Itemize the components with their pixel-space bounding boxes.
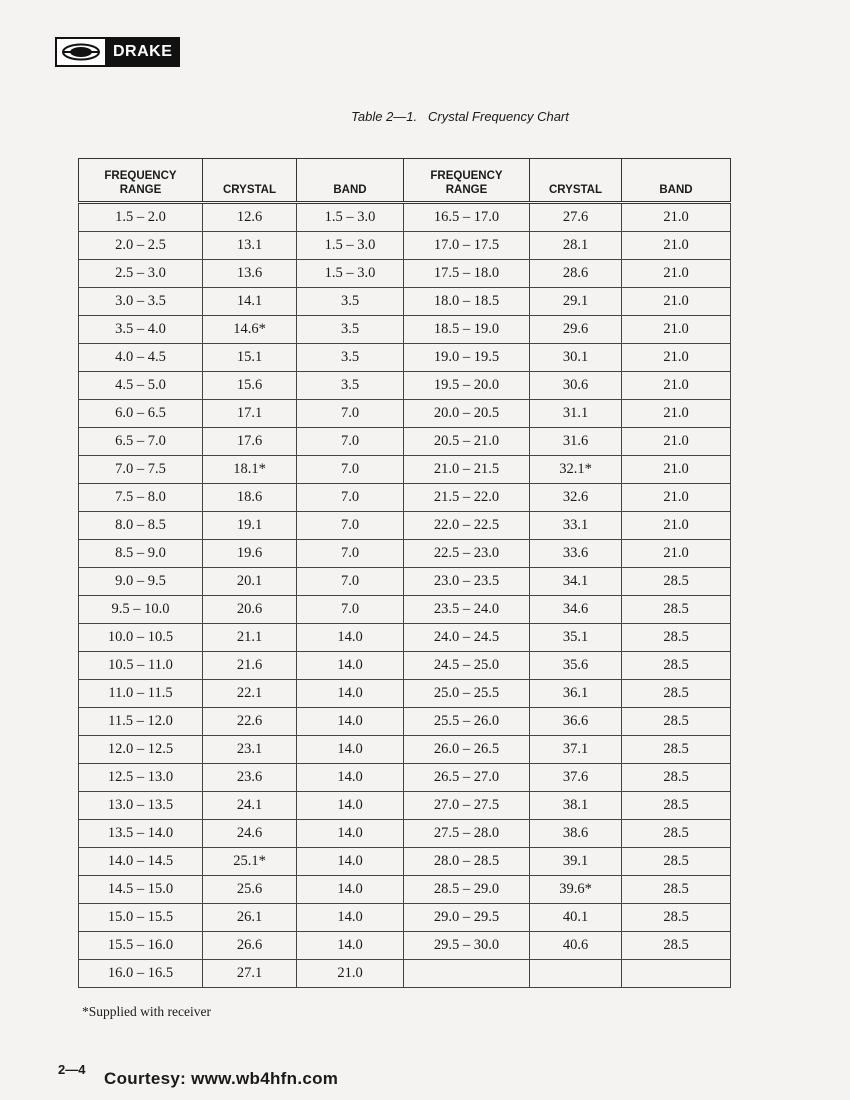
- table-cell: 23.5 – 24.0: [404, 596, 530, 624]
- table-cell: [530, 960, 622, 988]
- table-cell: 21.0: [297, 960, 404, 988]
- column-header: BAND: [622, 159, 731, 203]
- logo-text: DRAKE: [113, 43, 173, 60]
- table-cell: 6.5 – 7.0: [79, 428, 203, 456]
- table-cell: 39.6*: [530, 876, 622, 904]
- table-cell: 21.0: [622, 372, 731, 400]
- table-row: [79, 372, 731, 400]
- table-cell: 29.6: [530, 316, 622, 344]
- table-cell: 27.5 – 28.0: [404, 820, 530, 848]
- table-cell: 15.1: [203, 344, 297, 372]
- table-cell: 36.6: [530, 708, 622, 736]
- table-cell: 1.5 – 2.0: [79, 203, 203, 232]
- table-cell: 14.0: [297, 904, 404, 932]
- table-cell: 9.5 – 10.0: [79, 596, 203, 624]
- table-cell: 7.0 – 7.5: [79, 456, 203, 484]
- table-cell: 13.6: [203, 260, 297, 288]
- table-caption: [0, 109, 850, 124]
- table-cell: 14.0: [297, 652, 404, 680]
- table-cell: 28.5: [622, 876, 731, 904]
- table-row: [79, 344, 731, 372]
- table-cell: 29.1: [530, 288, 622, 316]
- table-cell: 30.1: [530, 344, 622, 372]
- table-row: [79, 400, 731, 428]
- table-cell: 21.0: [622, 484, 731, 512]
- table-cell: 3.5: [297, 288, 404, 316]
- table-cell: 7.0: [297, 512, 404, 540]
- table-cell: 22.6: [203, 708, 297, 736]
- table-cell: 7.0: [297, 428, 404, 456]
- table-cell: 20.5 – 21.0: [404, 428, 530, 456]
- table-cell: 21.0 – 21.5: [404, 456, 530, 484]
- table-cell: 14.0: [297, 680, 404, 708]
- table-cell: 29.5 – 30.0: [404, 932, 530, 960]
- table-cell: 28.5: [622, 820, 731, 848]
- table-cell: 7.0: [297, 596, 404, 624]
- table-cell: 12.6: [203, 203, 297, 232]
- table-cell: 3.5: [297, 372, 404, 400]
- table-cell: 32.1*: [530, 456, 622, 484]
- table-cell: 14.0: [297, 708, 404, 736]
- table-cell: 14.0: [297, 736, 404, 764]
- table-cell: 28.5: [622, 596, 731, 624]
- table-row: [79, 932, 731, 960]
- table-cell: 12.5 – 13.0: [79, 764, 203, 792]
- courtesy-text: Courtesy: www.wb4hfn.com: [104, 1069, 339, 1088]
- table-row: [79, 232, 731, 260]
- table-cell: 19.1: [203, 512, 297, 540]
- table-cell: 11.5 – 12.0: [79, 708, 203, 736]
- table-row: [79, 624, 731, 652]
- table-cell: 28.5: [622, 652, 731, 680]
- table-cell: 36.1: [530, 680, 622, 708]
- table-cell: 10.0 – 10.5: [79, 624, 203, 652]
- table-cell: 15.0 – 15.5: [79, 904, 203, 932]
- table-cell: 18.6: [203, 484, 297, 512]
- table-cell: 23.1: [203, 736, 297, 764]
- table-cell: 10.5 – 11.0: [79, 652, 203, 680]
- column-header: CRYSTAL: [530, 159, 622, 203]
- table-row: [79, 512, 731, 540]
- table-cell: 20.1: [203, 568, 297, 596]
- table-cell: 21.0: [622, 344, 731, 372]
- table-row: [79, 428, 731, 456]
- table-cell: 29.0 – 29.5: [404, 904, 530, 932]
- table-row: [79, 260, 731, 288]
- table-cell: 26.1: [203, 904, 297, 932]
- table-cell: 13.1: [203, 232, 297, 260]
- table-cell: 11.0 – 11.5: [79, 680, 203, 708]
- table-cell: 21.0: [622, 512, 731, 540]
- table-cell: 39.1: [530, 848, 622, 876]
- table-cell: 3.5: [297, 344, 404, 372]
- table-header-row: [79, 159, 731, 203]
- table-cell: 21.0: [622, 428, 731, 456]
- table-cell: 21.0: [622, 400, 731, 428]
- column-header: FREQUENCY RANGE: [79, 159, 203, 203]
- table-cell: 7.0: [297, 540, 404, 568]
- table-cell: 14.6*: [203, 316, 297, 344]
- table-cell: 17.1: [203, 400, 297, 428]
- table-row: [79, 484, 731, 512]
- table-cell: 22.5 – 23.0: [404, 540, 530, 568]
- table-cell: 25.0 – 25.5: [404, 680, 530, 708]
- table-cell: 40.6: [530, 932, 622, 960]
- table-row: [79, 652, 731, 680]
- table-cell: 38.6: [530, 820, 622, 848]
- table-cell: 37.1: [530, 736, 622, 764]
- table-cell: 19.6: [203, 540, 297, 568]
- table-cell: 7.5 – 8.0: [79, 484, 203, 512]
- table-cell: 3.0 – 3.5: [79, 288, 203, 316]
- table-cell: 4.5 – 5.0: [79, 372, 203, 400]
- table-cell: 7.0: [297, 400, 404, 428]
- table-cell: 21.0: [622, 288, 731, 316]
- table-cell: 35.6: [530, 652, 622, 680]
- table-cell: 20.6: [203, 596, 297, 624]
- table-row: [79, 736, 731, 764]
- column-header: CRYSTAL: [203, 159, 297, 203]
- table-cell: 1.5 – 3.0: [297, 232, 404, 260]
- table-cell: 14.0: [297, 848, 404, 876]
- table-cell: 21.0: [622, 316, 731, 344]
- table-row: [79, 708, 731, 736]
- table-cell: 28.6: [530, 260, 622, 288]
- table-cell: 28.5: [622, 680, 731, 708]
- table-row: [79, 848, 731, 876]
- footnote: *Supplied with receiver: [82, 1004, 211, 1019]
- table-cell: 26.0 – 26.5: [404, 736, 530, 764]
- table-cell: 23.0 – 23.5: [404, 568, 530, 596]
- table-cell: 2.5 – 3.0: [79, 260, 203, 288]
- table-row: [79, 540, 731, 568]
- table-cell: 31.6: [530, 428, 622, 456]
- table-row: [79, 764, 731, 792]
- table-cell: 21.6: [203, 652, 297, 680]
- table-cell: 16.0 – 16.5: [79, 960, 203, 988]
- table-cell: 25.5 – 26.0: [404, 708, 530, 736]
- table-cell: 21.0: [622, 260, 731, 288]
- drake-emblem-icon: [57, 39, 107, 65]
- table-cell: 15.6: [203, 372, 297, 400]
- column-header: FREQUENCY RANGE: [404, 159, 530, 203]
- table-cell: 7.0: [297, 484, 404, 512]
- table-cell: 14.5 – 15.0: [79, 876, 203, 904]
- table-cell: 22.1: [203, 680, 297, 708]
- table-cell: 7.0: [297, 456, 404, 484]
- table-cell: 33.6: [530, 540, 622, 568]
- table-cell: 8.0 – 8.5: [79, 512, 203, 540]
- table-cell: 21.1: [203, 624, 297, 652]
- table-cell: 14.0: [297, 792, 404, 820]
- table-cell: 25.6: [203, 876, 297, 904]
- table-cell: 19.0 – 19.5: [404, 344, 530, 372]
- table-cell: 14.0: [297, 624, 404, 652]
- table-row: [79, 960, 731, 988]
- table-cell: 26.5 – 27.0: [404, 764, 530, 792]
- table-cell: 4.0 – 4.5: [79, 344, 203, 372]
- table-cell: 18.5 – 19.0: [404, 316, 530, 344]
- table-row: [79, 820, 731, 848]
- table-cell: 7.0: [297, 568, 404, 596]
- table-cell: 24.0 – 24.5: [404, 624, 530, 652]
- drake-logo: [55, 37, 180, 67]
- table-cell: 14.0: [297, 932, 404, 960]
- table-cell: 14.0 – 14.5: [79, 848, 203, 876]
- table-cell: 27.6: [530, 203, 622, 232]
- table-cell: 25.1*: [203, 848, 297, 876]
- table-row: [79, 316, 731, 344]
- table-cell: 24.1: [203, 792, 297, 820]
- table-row: [79, 456, 731, 484]
- table-cell: 28.5: [622, 904, 731, 932]
- table-cell: 14.0: [297, 820, 404, 848]
- table-cell: 12.0 – 12.5: [79, 736, 203, 764]
- page-number: 2—4: [58, 1062, 86, 1077]
- table-cell: 28.0 – 28.5: [404, 848, 530, 876]
- table-cell: 28.5: [622, 736, 731, 764]
- table-cell: 21.0: [622, 203, 731, 232]
- table-cell: 33.1: [530, 512, 622, 540]
- table-cell: 6.0 – 6.5: [79, 400, 203, 428]
- caption-label: Table 2—1.: [351, 109, 418, 124]
- table-row: [79, 288, 731, 316]
- table-cell: 17.6: [203, 428, 297, 456]
- table-cell: 35.1: [530, 624, 622, 652]
- table-cell: 20.0 – 20.5: [404, 400, 530, 428]
- table-cell: 32.6: [530, 484, 622, 512]
- table-cell: 28.5: [622, 764, 731, 792]
- table-body: [79, 203, 731, 988]
- table-cell: 28.1: [530, 232, 622, 260]
- table-cell: 15.5 – 16.0: [79, 932, 203, 960]
- table-cell: 28.5: [622, 568, 731, 596]
- table-cell: 21.0: [622, 456, 731, 484]
- table-cell: 18.1*: [203, 456, 297, 484]
- table-cell: 9.0 – 9.5: [79, 568, 203, 596]
- table-cell: 1.5 – 3.0: [297, 203, 404, 232]
- table-cell: 28.5 – 29.0: [404, 876, 530, 904]
- table-cell: 17.5 – 18.0: [404, 260, 530, 288]
- table-cell: 38.1: [530, 792, 622, 820]
- table-cell: 17.0 – 17.5: [404, 232, 530, 260]
- table-row: [79, 568, 731, 596]
- table-cell: 28.5: [622, 708, 731, 736]
- table-cell: 28.5: [622, 624, 731, 652]
- table-cell: 37.6: [530, 764, 622, 792]
- table-cell: [622, 960, 731, 988]
- table-cell: 28.5: [622, 932, 731, 960]
- table-cell: 24.6: [203, 820, 297, 848]
- table-row: [79, 904, 731, 932]
- table-cell: 27.1: [203, 960, 297, 988]
- table-cell: 21.5 – 22.0: [404, 484, 530, 512]
- table-cell: 26.6: [203, 932, 297, 960]
- column-header: BAND: [297, 159, 404, 203]
- table-cell: 31.1: [530, 400, 622, 428]
- table-cell: 3.5 – 4.0: [79, 316, 203, 344]
- table-cell: 14.0: [297, 764, 404, 792]
- table-cell: 13.0 – 13.5: [79, 792, 203, 820]
- table-cell: 28.5: [622, 792, 731, 820]
- table-cell: 1.5 – 3.0: [297, 260, 404, 288]
- table-cell: 30.6: [530, 372, 622, 400]
- table-cell: 28.5: [622, 848, 731, 876]
- table-cell: 8.5 – 9.0: [79, 540, 203, 568]
- table-row: [79, 792, 731, 820]
- table-cell: 40.1: [530, 904, 622, 932]
- table-cell: 19.5 – 20.0: [404, 372, 530, 400]
- table-cell: 24.5 – 25.0: [404, 652, 530, 680]
- table-row: [79, 203, 731, 232]
- crystal-frequency-table: [78, 158, 731, 988]
- table-cell: 3.5: [297, 316, 404, 344]
- table-cell: 14.0: [297, 876, 404, 904]
- table-cell: 2.0 – 2.5: [79, 232, 203, 260]
- table-cell: [404, 960, 530, 988]
- table-cell: 21.0: [622, 540, 731, 568]
- table-cell: 16.5 – 17.0: [404, 203, 530, 232]
- table-row: [79, 876, 731, 904]
- table-cell: 18.0 – 18.5: [404, 288, 530, 316]
- table-cell: 34.6: [530, 596, 622, 624]
- table-row: [79, 596, 731, 624]
- table-cell: 27.0 – 27.5: [404, 792, 530, 820]
- table-cell: 23.6: [203, 764, 297, 792]
- table-row: [79, 680, 731, 708]
- table-cell: 13.5 – 14.0: [79, 820, 203, 848]
- table-cell: 34.1: [530, 568, 622, 596]
- caption-title: Crystal Frequency Chart: [427, 109, 569, 124]
- table-cell: 14.1: [203, 288, 297, 316]
- table-cell: 22.0 – 22.5: [404, 512, 530, 540]
- table-cell: 21.0: [622, 232, 731, 260]
